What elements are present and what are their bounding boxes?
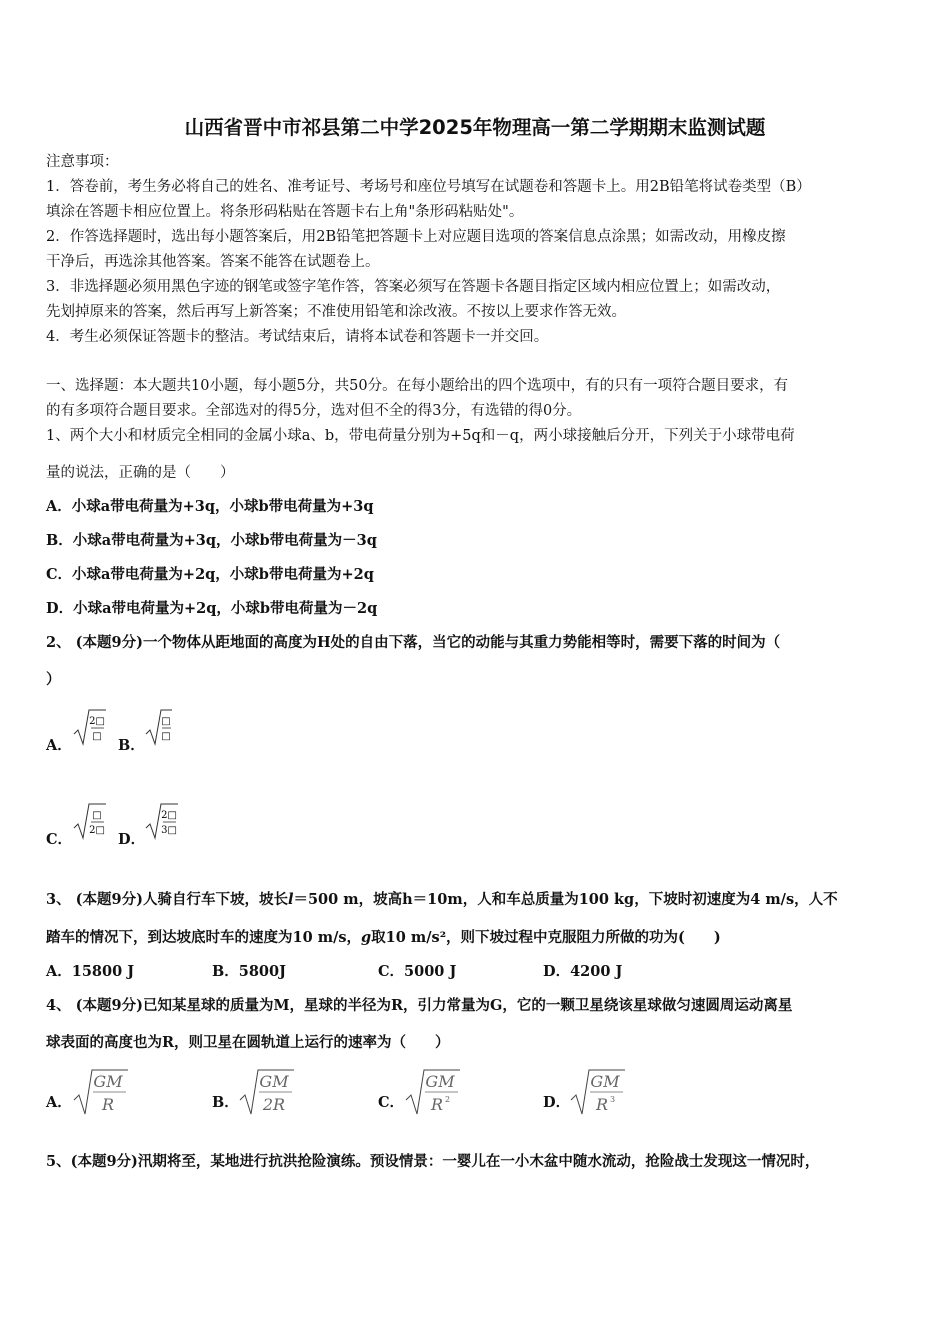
- question-2-option-c-label: C．: [46, 831, 73, 848]
- notice-line: 1．答卷前，考生务必将自己的姓名、准考证号、考场号和座位号填写在试题卷和答题卡上。用2B铅笔将试卷类型（B）: [46, 179, 811, 195]
- formula-denominator: R: [430, 1095, 444, 1114]
- sqrt-formula: [72, 706, 108, 748]
- question-3-stem-part: 取10 m/s²，则下坡过程中克服阻力所做的功为( ): [371, 929, 721, 946]
- variable-l: l: [287, 891, 294, 908]
- section-instructions: 一、选择题：本大题共10小题，每小题5分，共50分。在每小题给出的四个选项中，有的只有一项符合题目要求，有: [46, 378, 789, 394]
- question-3-stem: [46, 928, 916, 948]
- question-4-option-c-label: C．: [378, 1094, 405, 1111]
- formula-numerator: □: [161, 716, 171, 727]
- formula-denominator: □: [161, 731, 171, 742]
- question-2-stem: 2、 (本题9分)一个物体从距地面的高度为H处的自由下落，当它的动能与其重力势能相等时，需要下落的时间为（: [46, 634, 781, 651]
- variable-g: g: [361, 929, 372, 946]
- question-2-option-a-label: A．: [46, 737, 72, 754]
- question-1-stem: 1、两个大小和材质完全相同的金属小球a、b，带电荷量分别为+5q和－q，两小球接触后分开，下列关于小球带电荷: [46, 428, 795, 444]
- question-3-stem: [46, 890, 916, 910]
- notice-line: 先划掉原来的答案，然后再写上新答案；不准使用铅笔和涂改液。不按以上要求作答无效。: [46, 304, 626, 320]
- question-1-option-b: B．小球a带电荷量为+3q，小球b带电荷量为－3q: [46, 532, 377, 549]
- question-3-option-a: A．15800 J: [46, 963, 135, 980]
- question-1-stem: 量的说法，正确的是（ ）: [46, 465, 235, 481]
- question-1-option-a: A．小球a带电荷量为+3q，小球b带电荷量为+3q: [46, 498, 374, 515]
- question-3-stem-part: 踏车的情况下，到达坡底时车的速度为10 m/s，: [46, 929, 362, 946]
- question-4-stem: 4、 (本题9分)已知某星球的质量为M，星球的半径为R，引力常量为G，它的一颗卫星绕该星球做匀速圆周运动离星: [46, 997, 793, 1014]
- formula-denominator: □: [92, 731, 102, 742]
- question-2-option-b-label: B．: [118, 737, 145, 754]
- formula-denominator: R: [595, 1095, 609, 1114]
- notice-line: 干净后，再选涂其他答案。答案不能答在试题卷上。: [46, 254, 380, 270]
- formula-denominator: 2R: [262, 1095, 286, 1114]
- formula-denominator: 3□: [161, 825, 177, 836]
- question-2-option-d-label: D．: [118, 831, 146, 848]
- notice-line: 填涂在答题卡相应位置上。将条形码粘贴在答题卡右上角"条形码粘贴处"。: [46, 204, 524, 220]
- question-4-option-a-label: A．: [46, 1094, 72, 1111]
- formula-numerator: □: [92, 810, 102, 821]
- formula-numerator: GM: [93, 1072, 123, 1091]
- notice-line: 3．非选择题必须用黑色字迹的钢笔或签字笔作答，答案必须写在答题卡各题目指定区域内相应位置上；如需改动，: [46, 279, 781, 295]
- sqrt-formula: [144, 800, 180, 842]
- question-3-option-c: C．5000 J: [378, 963, 457, 980]
- question-1-option-d: D．小球a带电荷量为+2q，小球b带电荷量为－2q: [46, 600, 378, 617]
- formula-numerator: GM: [590, 1072, 620, 1091]
- formula-numerator: GM: [425, 1072, 455, 1091]
- sqrt-formula: [72, 1066, 132, 1118]
- formula-denominator: 2□: [89, 825, 105, 836]
- section-instructions: 的有多项符合题目要求。全部选对的得5分，选对但不全的得3分，有选错的得0分。: [46, 403, 582, 419]
- formula-numerator: GM: [259, 1072, 289, 1091]
- notice-line: 2．作答选择题时，选出每小题答案后，用2B铅笔把答题卡上对应题目选项的答案信息点涂黑；如需改动，用橡皮擦: [46, 229, 786, 245]
- question-4-option-d-label: D．: [543, 1094, 571, 1111]
- sqrt-formula: [238, 1066, 298, 1118]
- formula-exponent: 2: [445, 1095, 451, 1104]
- notice-heading: 注意事项：: [46, 154, 119, 170]
- question-3-option-b: B．5800J: [212, 963, 286, 980]
- question-1-option-c: C．小球a带电荷量为+2q，小球b带电荷量为+2q: [46, 566, 374, 583]
- question-3-option-d: D．4200 J: [543, 963, 623, 980]
- question-4-stem: 球表面的高度也为R，则卫星在圆轨道上运行的速率为（ ）: [46, 1034, 450, 1051]
- question-2-stem: ）: [46, 671, 61, 688]
- sqrt-formula: [144, 706, 174, 748]
- notice-line: 4．考生必须保证答题卡的整洁。考试结束后，请将本试卷和答题卡一并交回。: [46, 329, 549, 345]
- sqrt-formula: [72, 800, 108, 842]
- formula-numerator: 2□: [89, 716, 105, 727]
- question-4-option-b-label: B．: [212, 1094, 239, 1111]
- question-3-stem-part: ＝500 m，坡高h＝10m，人和车总质量为100 kg，下坡时初速度为4 m/s，人不: [293, 891, 838, 908]
- page-title: 山西省晋中市祁县第二中学2025年物理高一第二学期期末监测试题: [184, 116, 766, 139]
- sqrt-formula: [569, 1066, 629, 1118]
- question-5-stem: 5、(本题9分)汛期将至，某地进行抗洪抢险演练。预设情景：一婴儿在一小木盆中随水流动，抢险战士发现这一情况时，: [46, 1153, 820, 1170]
- sqrt-formula: [404, 1066, 464, 1118]
- formula-exponent: 3: [610, 1095, 616, 1104]
- formula-numerator: 2□: [161, 810, 177, 821]
- formula-denominator: R: [101, 1095, 115, 1114]
- question-3-stem-part: 3、 (本题9分)人骑自行车下坡，坡长: [46, 891, 288, 908]
